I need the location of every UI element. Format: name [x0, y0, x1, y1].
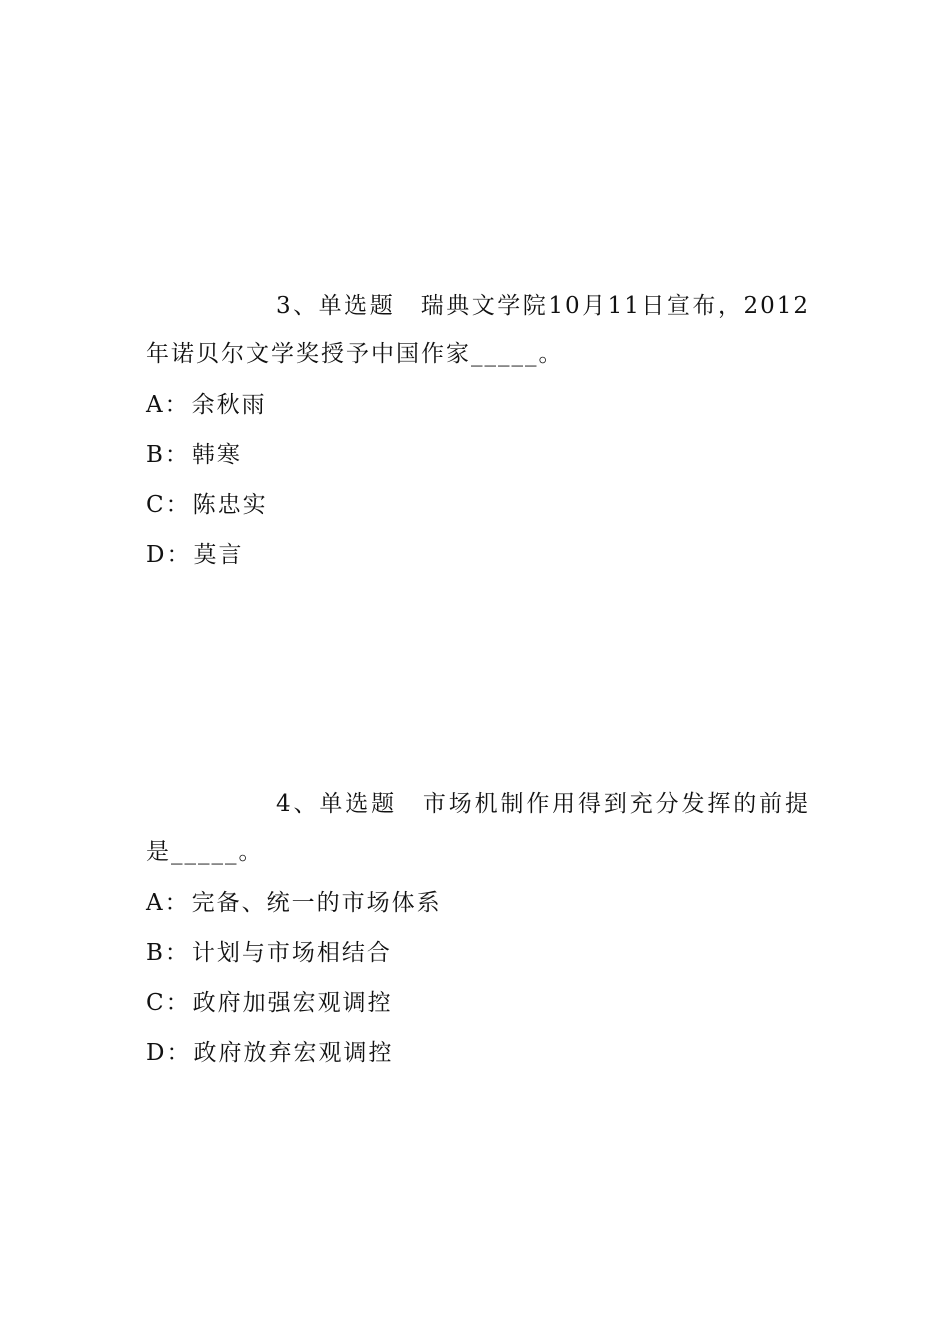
option-list — [146, 380, 810, 580]
option-a[interactable] — [146, 878, 810, 928]
option-a[interactable] — [146, 380, 810, 430]
question-3 — [146, 282, 810, 580]
option-letter: D： — [146, 542, 192, 568]
option-text: 陈忠实 — [192, 492, 268, 518]
option-text: 政府加强宏观调控 — [192, 990, 393, 1016]
option-letter: C： — [146, 990, 191, 1016]
option-letter: B： — [146, 442, 190, 468]
option-list — [146, 878, 810, 1078]
option-letter: A： — [146, 392, 190, 418]
option-c[interactable] — [146, 480, 810, 530]
option-d[interactable] — [146, 530, 810, 580]
question-stem: 4、单选题 市场机制作用得到充分发挥的前提是_____。 — [146, 791, 810, 865]
option-text: 莫言 — [193, 542, 244, 568]
option-text: 政府放弃宏观调控 — [193, 1040, 394, 1066]
option-text: 韩寒 — [191, 442, 242, 468]
option-letter: D： — [146, 1040, 192, 1066]
option-b[interactable] — [146, 430, 810, 480]
option-d[interactable] — [146, 1028, 810, 1078]
option-letter: C： — [146, 492, 191, 518]
option-c[interactable] — [146, 978, 810, 1028]
question-4 — [146, 780, 810, 1078]
option-text: 完备、统一的市场体系 — [191, 890, 442, 916]
option-text: 计划与市场相结合 — [191, 940, 392, 966]
option-letter: A： — [146, 890, 190, 916]
option-letter: B： — [146, 940, 190, 966]
option-b[interactable] — [146, 928, 810, 978]
question-stem: 3、单选题 瑞典文学院10月11日宣布，2012年诺贝尔文学奖授予中国作家_____。 — [146, 293, 810, 367]
option-text: 余秋雨 — [191, 392, 267, 418]
